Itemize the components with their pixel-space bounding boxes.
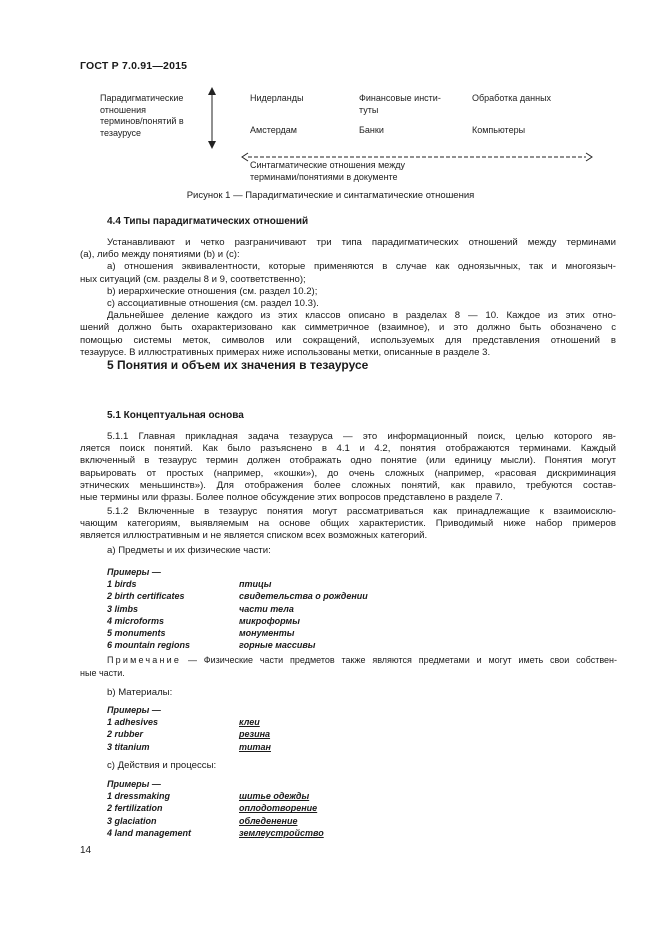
- list-item: [107, 590, 407, 602]
- example-en: 3 titanium: [107, 741, 150, 752]
- text-line: помощью системы меток, символов или сокращений, используемых для представления отношений в: [80, 334, 616, 346]
- document-header: ГОСТ Р 7.0.91—2015: [80, 60, 188, 72]
- text-line: чающим категориям, выявляемым на основе общих характеристик. Приводимый ниже набор примеров: [80, 518, 616, 530]
- list-item: [107, 728, 407, 740]
- example-en: 2 rubber: [107, 729, 144, 740]
- example-ru: оплодотворение: [239, 803, 318, 814]
- text-line: шений должно быть охарактеризовано как симметричное (взаимное), и это должно быть обозначено с: [80, 322, 616, 334]
- text-line: 5.1.2 Включенные в тезаурус понятия могут рассматриваться как принадлежащие к взаимоисклю-: [107, 506, 616, 517]
- category-b-label: b) Материалы:: [107, 687, 173, 698]
- list-item: [107, 827, 427, 839]
- list-item: [107, 790, 427, 802]
- example-ru: монументы: [239, 627, 295, 638]
- list-item: [107, 639, 407, 651]
- example-ru: птицы: [239, 579, 272, 590]
- note-prefix: Примечание: [107, 655, 182, 665]
- section-heading-5-1: 5.1 Концептуальная основа: [107, 410, 244, 421]
- example-en: 5 monuments: [107, 627, 166, 638]
- example-ru: части тела: [239, 603, 294, 614]
- list-item: [107, 627, 407, 639]
- term-banks: Банки: [359, 125, 384, 135]
- example-ru: титан: [239, 741, 271, 752]
- text-line: является иллюстративным и не является списком всех возможных категорий.: [80, 530, 428, 542]
- left-label-line: терминов/понятий в: [100, 116, 184, 126]
- bottom-label-line: Синтагматические отношения между: [250, 160, 405, 170]
- example-en: 2 fertilization: [107, 803, 163, 814]
- paragraph-5-1-1: [80, 431, 616, 504]
- text-line: ных ситуаций (см. разделы 8 и 9, соответственно);: [80, 273, 306, 285]
- example-en: 1 birds: [107, 579, 137, 590]
- text-line: включенный в тезаурус термин должен отображать одно понятие (или единицу мысли). Понятия могут: [80, 455, 616, 467]
- examples-label: Примеры —: [107, 705, 161, 715]
- bottom-label-line: терминами/понятиями в документе: [250, 171, 398, 182]
- text-line: а) отношения эквивалентности, которые применяются в случае как одноязычных, так и многоязыч-: [107, 261, 616, 273]
- text-line: Дальнейшее деление каждого из этих классов описано в разделах 8 — 10. Каждое из этих отно-: [107, 310, 616, 322]
- list-item: [107, 741, 407, 753]
- page-number: 14: [80, 845, 92, 856]
- note-text: — Физические части предметов также являются предметами и могут иметь свои собствен-: [181, 655, 617, 665]
- list-item: [107, 716, 407, 728]
- example-ru: горные массивы: [239, 640, 316, 651]
- term-line: туты: [359, 104, 379, 115]
- text-line: 5.1.1 Главная прикладная задача тезауруса — это информационный поиск, целью которого яв-: [107, 431, 616, 442]
- example-ru: шитье одежды: [239, 791, 310, 802]
- example-ru: свидетельства о рождении: [239, 591, 368, 602]
- list-item: [107, 615, 407, 627]
- term-financial-institutions: [359, 93, 441, 116]
- figure-bottom-label: [250, 160, 405, 183]
- paragraph-5-1-2: [80, 506, 616, 543]
- text-line: ные термины или фразы. Более полное обсуждение этих вопросов представлено в разделе 7.: [80, 492, 503, 504]
- example-en: 4 microforms: [107, 615, 165, 626]
- example-en: 6 mountain regions: [107, 640, 191, 651]
- left-label-line: отношения: [100, 104, 147, 115]
- section-heading-4-4: 4.4 Типы парадигматических отношений: [107, 216, 309, 227]
- text-line: b) иерархические отношения (см. раздел 10.2);: [107, 285, 318, 297]
- text-line: варьировать от простых (например, «кошки»), до очень сложных (например, «расовая дискриминация: [80, 467, 616, 479]
- text-line: Устанавливают и четко разграничивают три типа парадигматических отношений между терминами: [107, 237, 616, 248]
- example-en: 1 adhesives: [107, 717, 159, 728]
- example-ru: резина: [239, 729, 271, 740]
- list-item: [107, 578, 407, 590]
- figure-caption: Рисунок 1 — Парадигматические и синтагматические отношения: [186, 190, 475, 201]
- section-heading-5: 5 Понятия и объем их значения в тезаурусе: [107, 358, 369, 372]
- figure-left-label: [100, 93, 184, 139]
- section-4-4-body: [80, 237, 616, 359]
- example-en: 2 birth certificates: [107, 591, 185, 602]
- example-ru: микроформы: [239, 615, 300, 626]
- text-line: этнических меньшинств»). Для отображения более сложных понятий, как правило, требуются состав-: [80, 479, 616, 491]
- term-line: Финансовые инсти-: [359, 93, 441, 103]
- example-ru: обледенение: [239, 815, 298, 826]
- note-line: ные части.: [80, 667, 125, 678]
- list-item: [107, 603, 407, 615]
- examples-a: [107, 566, 407, 651]
- text-line: ляется поиск понятий. Как было разъяснено в 4.1 и 4.2, понятия отображаются терминами. Каждый: [80, 443, 616, 455]
- examples-b: [107, 704, 407, 753]
- example-en: 3 limbs: [107, 603, 139, 614]
- list-item: [107, 815, 427, 827]
- text-line: с) ассоциативные отношения (см. раздел 10.3).: [107, 298, 319, 310]
- term-data-processing: Обработка данных: [472, 93, 552, 103]
- left-label-line: Парадигматические: [100, 93, 184, 103]
- category-a-label: а) Предметы и их физические части:: [107, 545, 271, 556]
- examples-c: [107, 778, 427, 839]
- category-c-label: с) Действия и процессы:: [107, 760, 217, 771]
- example-en: 3 glaciation: [107, 815, 157, 826]
- list-item: [107, 802, 427, 814]
- examples-label: Примеры —: [107, 567, 161, 577]
- example-ru: клеи: [239, 717, 260, 728]
- left-label-line: тезаурусе: [100, 127, 142, 138]
- text-line: тезаурусе. В иллюстративных примерах ниже использованы метки, описанные в разделе 3.: [80, 346, 491, 358]
- term-computers: Компьютеры: [472, 125, 526, 135]
- example-en: 4 land management: [107, 827, 192, 838]
- example-ru: землеустройство: [239, 827, 324, 838]
- vertical-double-arrow-icon: [205, 86, 219, 150]
- term-netherlands: Нидерланды: [250, 93, 304, 103]
- text-line: (а), либо между понятиями (b) и (с):: [80, 249, 240, 261]
- note-line: [107, 654, 617, 667]
- examples-label: Примеры —: [107, 779, 161, 789]
- example-en: 1 dressmaking: [107, 791, 171, 802]
- term-amsterdam: Амстердам: [250, 125, 297, 135]
- note: [80, 654, 617, 679]
